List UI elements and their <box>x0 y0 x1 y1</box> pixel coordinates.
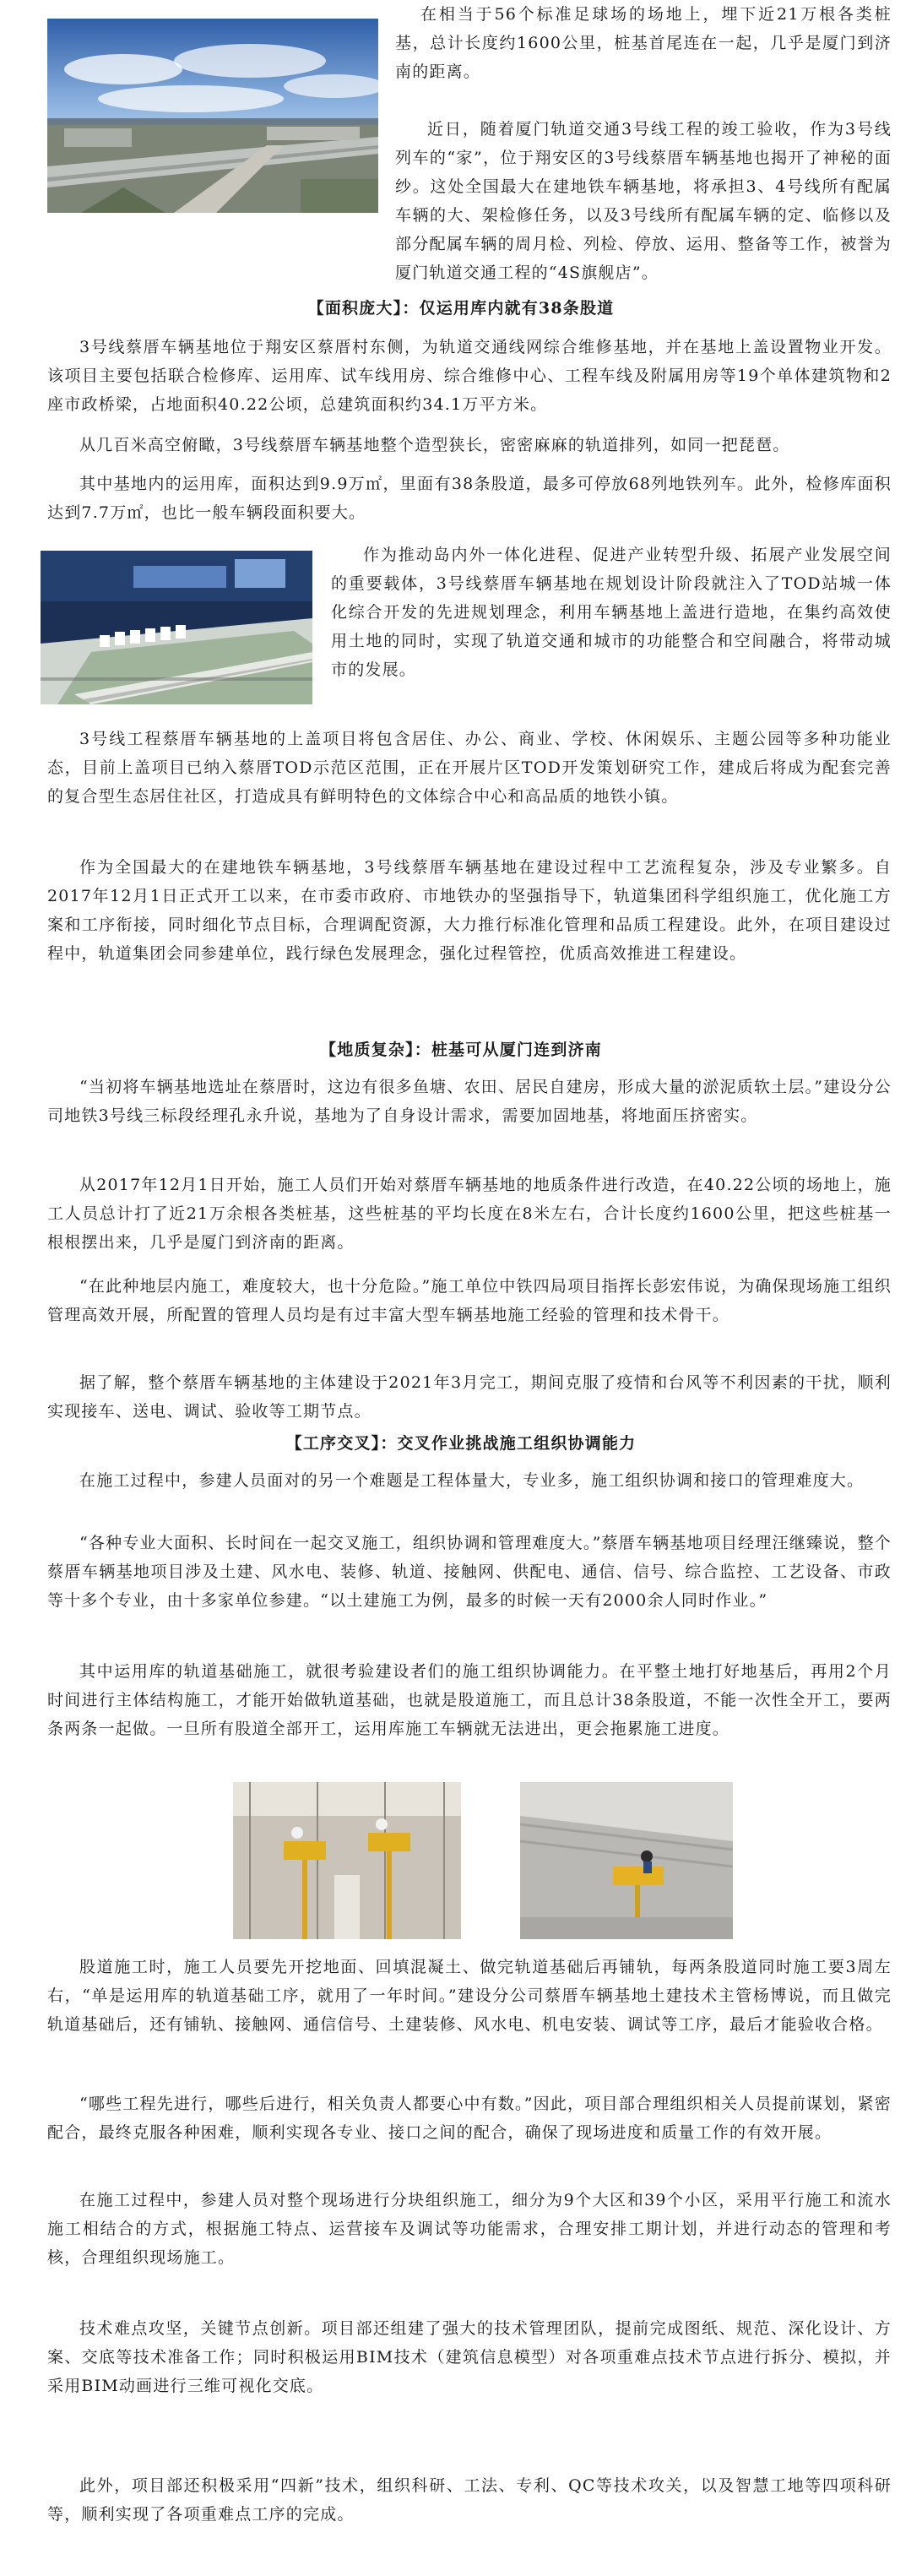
paragraph-process-7: 技术难点攻坚，关键节点创新。项目部还组建了强大的技术管理团队，提前完成图纸、规范、深化设计、方案、交底等技术准备工作；同时积极运用BIM技术（建筑信息模型）对各项重难点技术节点进行拆分、模拟，并采用BIM动画进行三维可视化交底。 <box>47 2319 892 2395</box>
paragraph-process-5: “哪些工程先进行，哪些后进行，相关负责人都要心中有数。”因此，项目部合理组织相关人员提前谋划，紧密配合，最终克服各种困难，顺利实现各专业、接口之间的配合，确保了现场进度和质量工作的有效开展。 <box>47 2095 892 2142</box>
paragraph-process-2: “各种专业大面积、长时间在一起交叉施工，组织协调和管理难度大。”蔡厝车辆基地项目经理汪继臻说，整个蔡厝车辆基地项目涉及土建、风水电、装修、轨道、接触网、供配电、通信、信号、综合监控、工艺设备、市政等十多个专业，由十多家单位参建。“以土建施工为例，最多的时候一天有2000余人同时作业。” <box>47 1534 892 1610</box>
aerial-work-lift-photo-1 <box>233 1782 461 1939</box>
section-heading-geology: 【地质复杂】：桩基可从厦门连到济南 <box>320 1041 602 1059</box>
paragraph-process-4: 股道施工时，施工人员要先开挖地面、回填混凝土、做完轨道基础后再铺轨，每两条股道同时施工要3周左右，“单是运用库的轨道基础工序，就用了一年时间。”建设分公司蔡厝车辆基地土建技术主管杨博说，而且做完轨道基础后，还有铺轨、接触网、通信信号、土建装修、风水电、机电安装、调试等工序，最后才能验收合格。 <box>47 1958 892 2034</box>
paragraph-area-5: 3号线工程蔡厝车辆基地的上盖项目将包含居住、办公、商业、学校、休闲娱乐、主题公园等多种功能业态，目前上盖项目已纳入蔡厝TOD示范区范围，正在开展片区TOD开发策划研究工作，建成后将成为配套完善的复合型生态居住社区，打造成具有鲜明特色的文体综合中心和高品质的地铁小镇。 <box>47 730 892 806</box>
paragraph-area-4: 作为推动岛内外一体化进程、促进产业转型升级、拓展产业发展空间的重要载体，3号线蔡厝车辆基地在规划设计阶段就注入了TOD站城一体化综合开发的先进规划理念，利用车辆基地上盖进行造地，在集约高效使用土地的同时，实现了轨道交通和城市的功能整合和空间融合，将带动城市的发展。 <box>331 546 892 679</box>
aerial-depot-photo <box>47 19 378 213</box>
section-heading-area: 【面积庞大】：仅运用库内就有38条股道 <box>307 299 615 318</box>
paragraph-geology-4: 据了解，整个蔡厝车辆基地的主体建设于2021年3月完工，期间克服了疫情和台风等不利因素的干扰，顺利实现接车、送电、调试、验收等工期节点。 <box>47 1373 892 1421</box>
paragraph-area-1: 3号线蔡厝车辆基地位于翔安区蔡厝村东侧，为轨道交通线网综合维修基地，并在基地上盖设置物业开发。该项目主要包括联合检修库、运用库、试车线用房、综合维修中心、工程车线及附属用房等19个单体建筑物和2座市政桥梁，占地面积40.22公顷，总建筑面积约34.1万平方米。 <box>47 338 892 414</box>
paragraph-area-3: 其中基地内的运用库，面积达到9.9万㎡，里面有38条股道，最多可停放68列地铁列车。此外，检修库面积达到7.7万㎡，也比一般车辆段面积要大。 <box>47 475 892 522</box>
intro-paragraph-1: 在相当于56个标准足球场的场地上，埋下近21万根各类桩基，总计长度约1600公里，桩基首尾连在一起，几乎是厦门到济南的距离。 <box>395 5 892 81</box>
section-heading-process: 【工序交叉】：交叉作业挑战施工组织协调能力 <box>285 1434 637 1453</box>
paragraph-process-1: 在施工过程中，参建人员面对的另一个难题是工程体量大，专业多，施工组织协调和接口的管理难度大。 <box>79 1471 865 1490</box>
aerial-work-lift-photo-2 <box>520 1782 733 1939</box>
paragraph-area-2: 从几百米高空俯瞰，3号线蔡厝车辆基地整个造型狭长，密密麻麻的轨道排列，如同一把琵琶。 <box>79 436 790 454</box>
paragraph-geology-2: 从2017年12月1日开始，施工人员们开始对蔡厝车辆基地的地质条件进行改造，在40.22公顷的场地上，施工人员总计打了近21万余根各类桩基，这些桩基的平均长度在8米左右，合计长度约1600公里，把这些桩基一根根摆出来，几乎是厦门到济南的距离。 <box>47 1176 892 1252</box>
paragraph-process-3: 其中运用库的轨道基础施工，就很考验建设者们的施工组织协调能力。在平整土地打好地基后，再用2个月时间进行主体结构施工，才能开始做轨道基础，也就是股道施工，而且总计38条股道，不能一次性全开工，要两条两条一起做。一旦所有股道全部开工，运用库施工车辆就无法进出，更会拖累施工进度。 <box>47 1662 892 1738</box>
paragraph-geology-1: “当初将车辆基地选址在蔡厝时，这边有很多鱼塘、农田、居民自建房，形成大量的淤泥质软土层。”建设分公司地铁3号线三标段经理孔永升说，基地为了自身设计需求，需要加固地基，将地面压挤密实。 <box>47 1078 892 1125</box>
intro-paragraph-2: 近日，随着厦门轨道交通3号线工程的竣工验收，作为3号线列车的“家”，位于翔安区的3号线蔡厝车辆基地也揭开了神秘的面纱。这处全国最大在建地铁车辆基地，将承担3、4号线所有配属车辆的大、架检修任务，以及3号线所有配属车辆的定、临修以及部分配属车辆的周月检、列检、停放、运用、整备等工作，被誉为厦门轨道交通工程的“4S旗舰店”。 <box>395 120 892 282</box>
sand-table-model-photo <box>41 551 312 704</box>
paragraph-process-6: 在施工过程中，参建人员对整个现场进行分块组织施工，细分为9个大区和39个小区，采用平行施工和流水施工相结合的方式，根据施工特点、运营接车及调试等功能需求，合理安排工期计划，并进行动态的管理和考核，合理组织现场施工。 <box>47 2191 892 2267</box>
paragraph-geology-3: “在此种地层内施工，难度较大，也十分危险。”施工单位中铁四局项目指挥长彭宏伟说，为确保现场施工组织管理高效开展，所配置的管理人员均是有过丰富大型车辆基地施工经验的管理和技术骨干。 <box>47 1277 892 1324</box>
paragraph-area-6: 作为全国最大的在建地铁车辆基地，3号线蔡厝车辆基地在建设过程中工艺流程复杂，涉及专业繁多。自2017年12月1日正式开工以来，在市委市政府、市地铁办的坚强指导下，轨道集团科学组织施工，优化施工方案和工序衔接，同时细化节点目标，合理调配资源，大力推行标准化管理和品质工程建设。此外，在项目建设过程中，轨道集团会同参建单位，践行绿色发展理念，强化过程管控，优质高效推进工程建设。 <box>47 858 892 963</box>
paragraph-process-8: 此外，项目部还积极采用“四新”技术，组织科研、工法、专利、QC等技术攻关，以及智慧工地等四项科研等，顺利实现了各项重难点工序的完成。 <box>47 2476 892 2524</box>
